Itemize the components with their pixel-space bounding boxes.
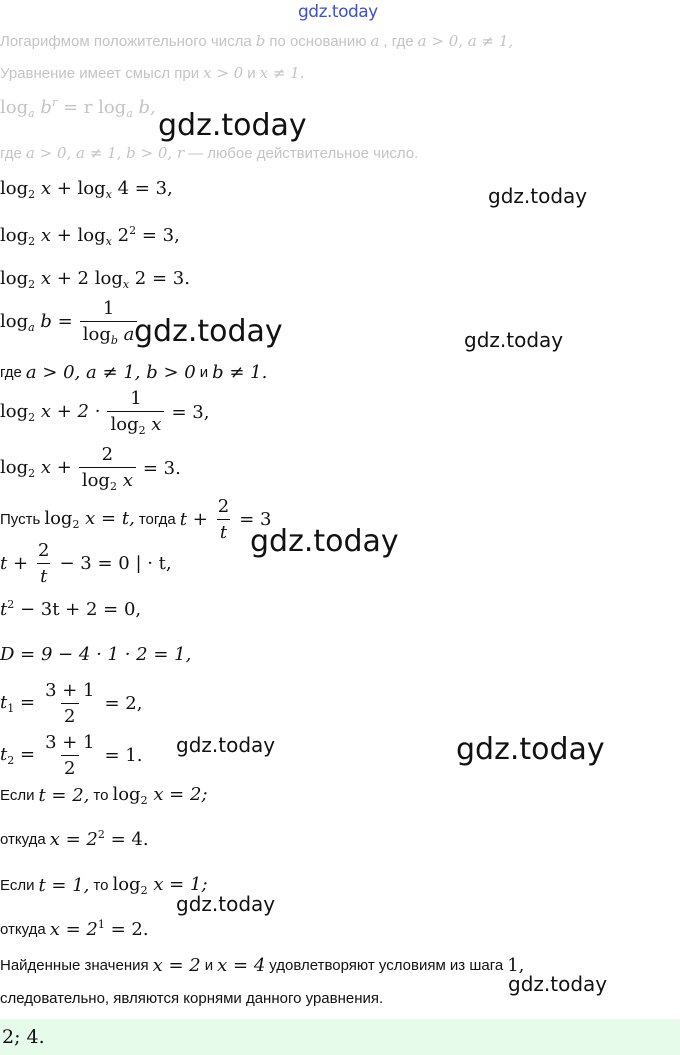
watermark: gdz.today	[134, 314, 283, 349]
step-10: $t^2 - 3t + 2 = 0$,	[0, 598, 142, 620]
step-8: Пусть $\log_2 x = t$, тогда t + $\frac{2}{t}$ = 3	[0, 496, 272, 543]
math-condition: a > 0, a ≠ 1, b > 0, r	[25, 144, 185, 162]
math-var: b	[255, 32, 266, 50]
step-11: D = 9 − 4 · 1 · 2 = 1,	[0, 644, 192, 665]
step-1: $\log_2 x + \log_x 4 = 3$,	[0, 178, 173, 201]
step-5: где a > 0, a ≠ 1, b > 0 и b ≠ 1.	[0, 362, 268, 383]
watermark: gdz.today	[158, 108, 307, 143]
fraction: $\frac{2}{t}$	[38, 540, 50, 587]
watermark: gdz.today	[464, 328, 564, 352]
intro-line-2	[0, 64, 304, 82]
intro-line-4	[0, 144, 418, 162]
fraction: $\frac{1}{\log_b a}$	[80, 298, 138, 347]
intro-text: по основанию	[269, 32, 367, 50]
fraction: $\frac{1}{\log_2 x}$	[107, 388, 164, 437]
intro-text: и	[247, 64, 256, 82]
step-17: откуда $x = 2^1 = 2$.	[0, 918, 149, 940]
step-19: следовательно, являются корнями данного уравнения.	[0, 990, 384, 1007]
step-14: Если t = 2, то $\log_2 x = 2$;	[0, 784, 208, 807]
fraction: $\frac{2}{\log_2 x}$	[79, 444, 136, 493]
math-log: log	[0, 97, 29, 118]
math-var: b	[40, 97, 52, 118]
watermark: gdz.today	[176, 733, 276, 757]
math-condition: x ≠ 1.	[259, 64, 305, 82]
step-6: $\log_2 x + 2$ · $\frac{1}{\log_2 x}$ = 3,	[0, 388, 210, 437]
watermark: gdz.today	[250, 524, 399, 559]
fraction: $\frac{3 + 1}{2}$	[45, 680, 95, 727]
math-sub: a	[28, 107, 35, 120]
math-sub: a	[126, 107, 133, 120]
header-watermark: gdz.today	[298, 2, 378, 22]
intro-text: Логарифмом положительного числа	[0, 32, 252, 50]
step-4: $\log_a b$ = $\frac{1}{\log_b a}$	[0, 298, 140, 347]
intro-text: — любое действительное число.	[188, 144, 419, 162]
answer-text: 2; 4.	[2, 1026, 45, 1048]
step-15: откуда $x = 2^2 = 4$.	[0, 828, 149, 850]
step-12: $t_1$ = $\frac{3 + 1}{2}$ = 2,	[0, 680, 143, 727]
intro-text: , где	[383, 32, 414, 50]
step-18: Найденные значения x = 2 и x = 4 удовлетворяют условиям из шага 1,	[0, 955, 525, 976]
step-3: $\log_2 x + 2$ $\log_x 2 = 3$.	[0, 268, 190, 291]
step-2: $\log_2 x + \log_x 2^2 = 3$,	[0, 224, 180, 248]
step-9: t + $\frac{2}{t}$ − 3 = 0 | · t,	[0, 540, 172, 587]
answer-bar	[0, 1019, 680, 1055]
step-16: Если t = 1, то $\log_2 x = 1$;	[0, 874, 208, 897]
fraction: $\frac{2}{t}$	[217, 496, 230, 543]
step-7: $\log_2 x$ + $\frac{2}{\log_2 x}$ = 3.	[0, 444, 181, 493]
step-13: $t_2$ = $\frac{3 + 1}{2}$ = 1.	[0, 732, 143, 779]
math-sup: r	[51, 96, 58, 109]
fraction: $\frac{3 + 1}{2}$	[45, 732, 95, 779]
watermark: gdz.today	[508, 972, 608, 996]
watermark: gdz.today	[488, 184, 588, 208]
intro-line-3	[0, 96, 156, 120]
math-var: b,	[138, 97, 156, 118]
intro-text: где	[0, 144, 22, 162]
math-eq: = r log	[62, 97, 127, 118]
math-condition: x > 0	[203, 64, 244, 82]
watermark: gdz.today	[456, 732, 605, 767]
math-condition: a > 0, a ≠ 1,	[417, 32, 514, 50]
math-var: a	[370, 32, 380, 50]
intro-line-1	[0, 32, 513, 50]
watermark: gdz.today	[176, 892, 276, 916]
intro-text: Уравнение имеет смысл при	[0, 64, 200, 82]
